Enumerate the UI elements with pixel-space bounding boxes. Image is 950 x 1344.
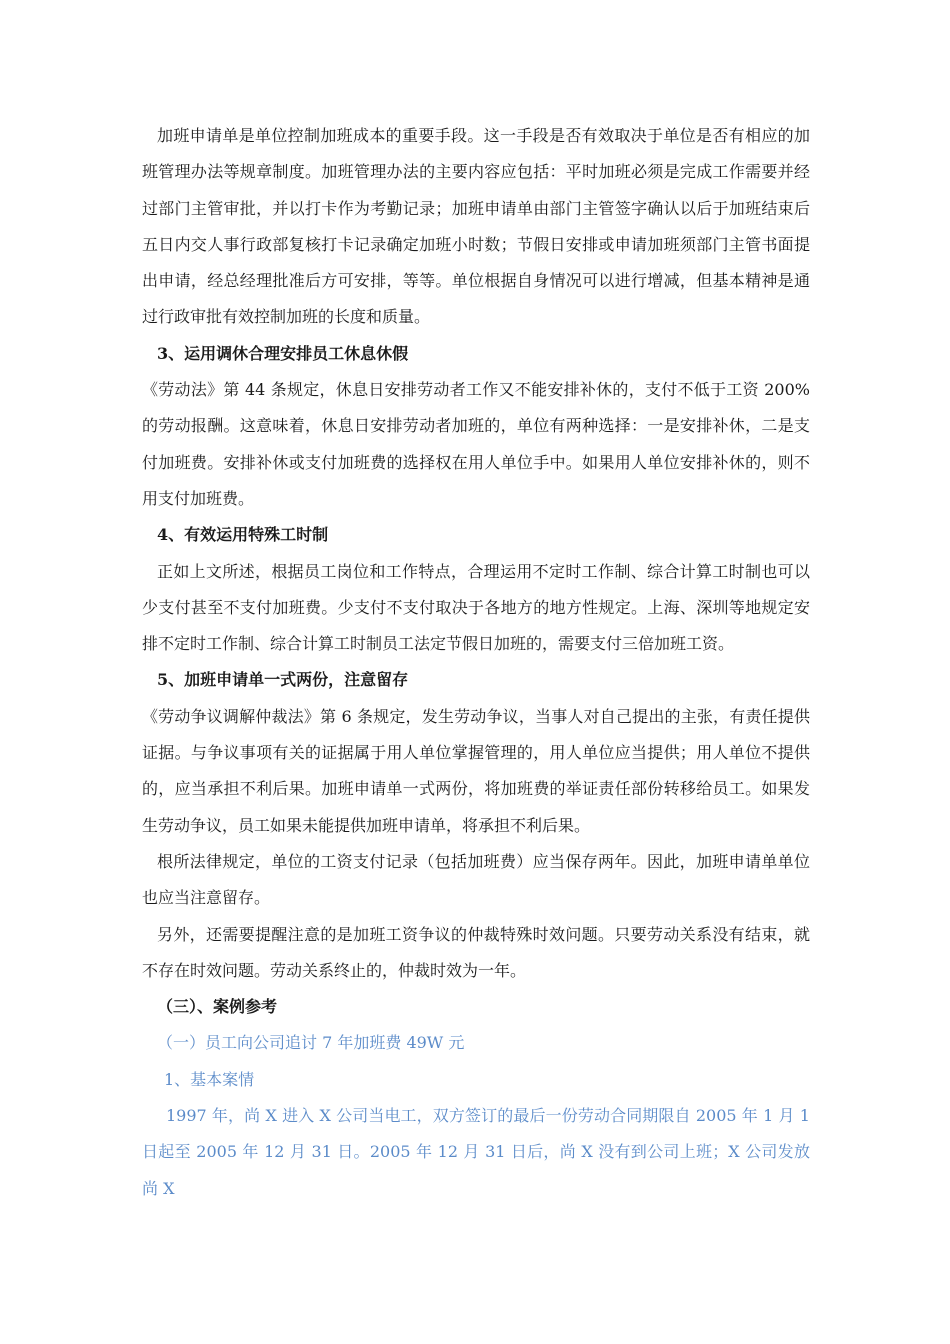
case-paragraph-facts: 1997 年，尚 X 进入 X 公司当电工，双方签订的最后一份劳动合同期限自 2005 年 1 月 1 日起至 2005 年 12 月 31 日。2005 年 12 月 31 日后，尚 X 没有到公司上班；X 公司发放尚 X — [142, 1106, 810, 1198]
document-page — [142, 118, 810, 1207]
paragraph-labor-law-article-44: 《劳动法》第 44 条规定，休息日安排劳动者工作又不能安排补休的，支付不低于工资 200%的劳动报酬。这意味着，休息日安排劳动者加班的，单位有两种选择：一是安排补休，二是支付加班费。安排补休或支付加班费的选择权在用人单位手中。如果用人单位安排补休的，则不用支付加班费。 — [142, 380, 810, 508]
case-subheading-basic-facts: 1、基本案情 — [164, 1069, 255, 1089]
heading-duplicate-application: 5、加班申请单一式两份，注意留存 — [157, 670, 409, 690]
case-title: （一）员工向公司追讨 7 年加班费 49W 元 — [157, 1033, 465, 1053]
heading-compensatory-leave: 3、运用调休合理安排员工休息休假 — [157, 343, 409, 363]
paragraph-arbitration-limitation: 另外，还需要提醒注意的是加班工资争议的仲裁特殊时效问题。只要劳动关系没有结束，就不存在时效问题。劳动关系终止的，仲裁时效为一年。 — [142, 924, 810, 980]
heading-special-working-hours: 4、有效运用特殊工时制 — [157, 525, 329, 545]
paragraph-arbitration-law-article-6: 《劳动争议调解仲裁法》第 6 条规定，发生劳动争议，当事人对自己提出的主张，有责任提供证据。与争议事项有关的证据属于用人单位掌握管理的，用人单位应当提供；用人单位不提供的，应当承担不利后果。加班申请单一式两份，将加班费的举证责任部份转移给员工。如果发生劳动争议，员工如果未能提供加班申请单，将承担不利后果。 — [142, 706, 810, 835]
paragraph-overtime-application: 加班申请单是单位控制加班成本的重要手段。这一手段是否有效取决于单位是否有相应的加班管理办法等规章制度。加班管理办法的主要内容应包括：平时加班必须是完成工作需要并经过部门主管审批，并以打卡作为考勤记录；加班申请单由部门主管签字确认以后于加班结束后五日内交人事行政部复核打卡记录确定加班小时数；节假日安排或申请加班须部门主管书面提出申请，经总经理批准后方可安排，等等。单位根据自身情况可以进行增减，但基本精神是通过行政审批有效控制加班的长度和质量。 — [142, 126, 810, 327]
paragraph-wage-record-retention: 根所法律规定，单位的工资支付记录（包括加班费）应当保存两年。因此，加班申请单单位也应当注意留存。 — [142, 851, 810, 908]
heading-case-reference: （三）、案例参考 — [157, 997, 278, 1017]
paragraph-special-working-hours: 正如上文所述，根据员工岗位和工作特点，合理运用不定时工作制、综合计算工时制也可以少支付甚至不支付加班费。少支付不支付取决于各地方的地方性规定。上海、深圳等地规定安排不定时工作制、综合计算工时制员工法定节假日加班的，需要支付三倍加班工资。 — [142, 561, 810, 654]
